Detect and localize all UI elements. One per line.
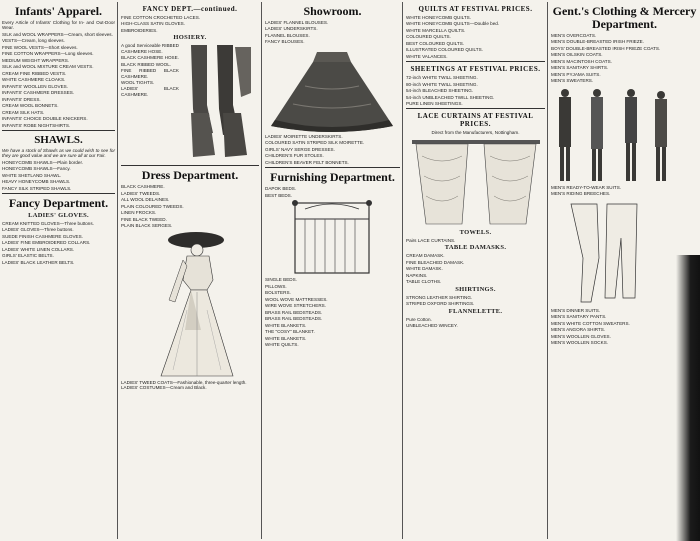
- list-item: TABLE CLOTHS.: [406, 279, 442, 285]
- list-item: FINE WOOL VESTS—Short sleeves.: [2, 44, 78, 50]
- list-item: VESTS—Cream, long sleeves.: [2, 38, 65, 44]
- list-item: WHITE BLANKETS.: [265, 335, 307, 341]
- shirtings-heading: SHIRTINGS.: [455, 285, 496, 293]
- list-item: PILLOWS.: [265, 283, 287, 289]
- furnishing-list-bottom: [265, 277, 400, 347]
- list-item: LADIES' BLACK CASHMERE.: [121, 86, 179, 97]
- gents-list-middle: [551, 185, 698, 197]
- list-item: CREAM DAMASK.: [406, 253, 445, 259]
- list-item: SINGLE BEDS.: [265, 277, 297, 283]
- list-item: CREAM SILK HATS.: [2, 109, 45, 115]
- list-item: MEN'S OILSKIN COATS.: [551, 52, 603, 58]
- fancy-dept-continued-heading: FANCY DEPT.—continued.: [142, 5, 238, 13]
- hosiery-section: [121, 43, 259, 163]
- list-item: LADIES' FINE EMBROIDERED COLLARS.: [2, 240, 91, 246]
- list-item: FANCY SILK STRIPED SHAWLS.: [2, 185, 72, 191]
- list-item: FINE COTTON WRAPPERS—Long sleeves.: [2, 51, 94, 57]
- dress-department-heading: Dress Department.: [141, 168, 239, 183]
- list-item: WOOL WOVE MATTRESSES.: [265, 296, 328, 302]
- list-item: SILK and WOOL MIXTURE CREAM VESTS.: [2, 64, 94, 70]
- showroom-list-top: [265, 20, 400, 45]
- table-damasks-list: [406, 253, 545, 284]
- showroom-heading: Showroom.: [303, 4, 362, 18]
- sheetings-list: [406, 75, 545, 106]
- list-item: SILK and WOOL WRAPPERS—Cream, short sleeves.: [2, 31, 113, 37]
- list-item: BOYS' DOUBLE-BREASTED IRISH FRIEZE COATS.: [551, 45, 661, 51]
- list-item: MEN'S WHITE COTTON SWEATERS.: [551, 320, 630, 326]
- list-item: Pairs LACE CURTAINS.: [406, 237, 456, 243]
- list-item: BEST COLOURED QUILTS.: [406, 40, 465, 46]
- list-item: BRASS RAIL BEDSTEADS.: [265, 316, 323, 322]
- list-item: MEN'S RIDING BREECHES.: [551, 191, 611, 197]
- shawls-list: [2, 148, 115, 191]
- list-item: WHITE HONEYCOMB QUILTS—Double bed.: [406, 21, 500, 27]
- list-item: FINE COTTON CROCHETED LACES.: [121, 15, 201, 20]
- list-item: INFANTS' DRESS.: [2, 96, 41, 102]
- list-item: COLOURED SATIN STRIPED SILK MOIRETTE.: [265, 140, 365, 146]
- list-item: BRASS RAIL BEDSTEADS.: [265, 309, 323, 315]
- dress-department-list: [121, 184, 259, 228]
- list-item: NAPKINS.: [406, 272, 428, 278]
- list-item: LADIES' BLACK LEATHER BELTS.: [2, 259, 75, 265]
- list-item: HIGH-CLASS SATIN GLOVES.: [121, 21, 185, 27]
- list-item: BLACK CASHMERE HOSE.: [121, 55, 179, 61]
- divider: [2, 193, 115, 194]
- column-1: [0, 2, 118, 539]
- lady-costume-illustration: [121, 230, 259, 380]
- list-item: LADIES' MOIRETTE UNDERSKIRTS.: [265, 133, 343, 139]
- infants-apparel-heading: Infants' Apparel.: [14, 4, 103, 18]
- list-item: MEN'S READY-TO-WEAR SUITS.: [551, 184, 622, 190]
- list-item: STRONG LEATHER SHIRTING.: [406, 294, 473, 300]
- list-item: 80-inch WHITE TWILL SHEETING.: [406, 81, 478, 87]
- list-item: INFANTS' WOOLLEN GLOVES.: [2, 83, 68, 89]
- shirtings-list: [406, 295, 545, 307]
- list-item: BLACK CASHMERE.: [121, 184, 165, 190]
- list-item: 72-inch WHITE TWILL SHEETING.: [406, 75, 478, 81]
- lace-curtains-heading: LACE CURTAINS AT FESTIVAL PRICES.: [417, 112, 534, 129]
- quilts-list: [406, 15, 545, 59]
- list-item: LADIES' FLANNEL BLOUSES.: [265, 20, 329, 25]
- gents-list-top: [551, 33, 698, 84]
- hosiery-list: [121, 43, 179, 98]
- bedstead-illustration: [265, 199, 399, 277]
- fancy-department-heading: Fancy Department.: [8, 195, 109, 210]
- list-item: FLANNEL BLOUSES.: [265, 32, 310, 38]
- list-item: GIRLS' ELASTIC BELTS.: [2, 253, 54, 259]
- list-item: SUEDE FINISH CASHMERE GLOVES.: [2, 233, 83, 239]
- furnishing-department-heading: Furnishing Department.: [270, 170, 395, 185]
- fancy-dept-continued-list: [121, 15, 259, 33]
- hosiery-subheading: HOSIERY.: [173, 34, 207, 42]
- list-item: MEN'S DINNER SUITS.: [551, 307, 601, 313]
- list-item: FINE RIBBED BLACK CASHMERE.: [121, 68, 179, 79]
- list-item: THE "COSY" BLANKET.: [265, 329, 315, 335]
- towels-subheading: TOWELS.: [459, 228, 492, 236]
- stockings-illustration: [183, 43, 258, 161]
- table-damasks-heading: TABLE DAMASKS.: [444, 244, 507, 252]
- list-item: WHITE BLANKETS.: [265, 322, 307, 328]
- divider: [121, 165, 259, 166]
- list-item: WHITE HONEYCOMB QUILTS.: [406, 15, 471, 20]
- ladies-gloves-subheading: LADIES' GLOVES.: [28, 211, 89, 219]
- list-item: 54-inch UNBLEACHED TWILL SHEETING.: [406, 94, 495, 100]
- list-item: MEN'S SANITARY PANTS.: [551, 314, 607, 320]
- figure-note: LADIES' COSTUMES—Cream and Black.: [121, 385, 207, 391]
- infants-apparel-list: [2, 20, 115, 128]
- gents-heading: Gent.'s Clothing & Mercery Department.: [552, 4, 697, 31]
- list-item: EMBROIDERIES.: [121, 27, 158, 33]
- list-item: MEN'S DOUBLE-BREASTED IRISH FRIEZE.: [551, 39, 645, 45]
- list-item: HONEYCOMB SHAWLS—Fancy.: [2, 166, 71, 172]
- list-item: FINE BLACK TWEED.: [121, 216, 167, 222]
- list-item: CREAM KNITTED GLOVES—Three buttons.: [2, 220, 94, 226]
- list-item: WIRE WOVE STRETCHERS.: [265, 303, 326, 309]
- torn-page-edge: [676, 255, 700, 541]
- list-item: PURE LINEN SHEETINGS.: [406, 101, 463, 107]
- column-4: [404, 2, 548, 539]
- list-item: WOOL TIGHTS.: [121, 79, 155, 85]
- list-item: MEN'S MACINTOSH COATS.: [551, 58, 612, 64]
- list-item: LADIES' TWEEDS.: [121, 190, 161, 196]
- column-3: [263, 2, 403, 539]
- flannelette-heading: FLANNELETTE.: [448, 307, 503, 315]
- column-2: [119, 2, 262, 539]
- list-item: 54-inch BLEACHED SHEETING.: [406, 88, 474, 94]
- list-item: WHITE QUILTS.: [265, 341, 299, 347]
- list-item: ALL WOOL DELAINES.: [121, 197, 170, 203]
- list-item: FANCY BLOUSES.: [265, 39, 305, 45]
- quilts-heading: QUILTS AT FESTIVAL PRICES.: [418, 5, 533, 13]
- list-item: MEN'S SANITARY SHIRTS.: [551, 65, 609, 71]
- lace-curtains-intro: Direct from the Manufacturers, Nottingham.: [431, 130, 520, 136]
- list-item: STRIPED OXFORD SHIRTINGS.: [406, 301, 475, 307]
- flannelette-list: [406, 317, 545, 329]
- list-item: INFANTS' ROBE NIGHTSHIRTS.: [2, 122, 71, 128]
- lace-curtains-illustration: [406, 136, 546, 228]
- list-item: WHITE DAMASK.: [406, 266, 443, 272]
- list-item: MEN'S ANGORA SHIRTS.: [551, 327, 606, 333]
- divider: [265, 167, 400, 168]
- list-item: MEN'S SWEATERS.: [551, 78, 594, 84]
- figure-caption: LADIES' TWEED COATS—Fashionable, three-quarter length.: [121, 379, 247, 385]
- list-item: WHITE MARCELLA QUILTS.: [406, 27, 466, 33]
- sheetings-heading: SHEETINGS AT FESTIVAL PRICES.: [410, 65, 541, 74]
- list-item: CHILDREN'S FUR STOLES.: [265, 153, 324, 159]
- list-item: INFANTS' CHOICE DOUBLE KNICKERS.: [2, 116, 88, 122]
- list-item: MEN'S PYJAMA SUITS.: [551, 71, 601, 77]
- list-item: LINEN FROCKS.: [121, 210, 157, 216]
- list-item: BLACK RIBBED WOOL.: [121, 61, 172, 67]
- furnishing-list-top: [265, 186, 400, 198]
- list-item: WHITE SHETLAND SHAWL.: [2, 172, 62, 178]
- list-item: COLOURED QUILTS.: [406, 34, 451, 40]
- list-item: GIRLS' NAVY SERGE DRESSES.: [265, 146, 335, 152]
- list-item: WHITE VALANCES.: [406, 53, 448, 59]
- list-item: ILLUSTRATED COLOURED QUILTS.: [406, 47, 483, 53]
- list-item: MEDIUM WEIGHT WRAPPERS.: [2, 57, 70, 63]
- list-item: MEN'S WOOLLEN SOCKS.: [551, 340, 609, 346]
- list-item: CHILDREN'S BEAVER FELT BONNETS.: [265, 159, 349, 165]
- list-item: A good Serviceable RIBBED CASHMERE HOSE.: [121, 43, 179, 54]
- fancy-department-list: [2, 221, 115, 265]
- list-item: LADIES' GLOVES—Three buttons.: [2, 227, 74, 233]
- list-item: UNBLEACHED WINCEY.: [406, 323, 458, 329]
- list-item: BOLSTERS.: [265, 290, 291, 296]
- list-item: Every Article of Infants' Clothing for In- and Out-Door Wear.: [2, 20, 115, 31]
- divider: [406, 108, 545, 109]
- list-item: HONEYCOMB SHAWLS—Plain border.: [2, 159, 84, 165]
- list-item: WHITE CASHMERE CLOAKS.: [2, 77, 66, 83]
- list-item: LADIES' UNDERSKIRTS.: [265, 26, 318, 32]
- divider: [2, 130, 115, 131]
- list-item: INFANTS' CASHMERE DRESSES.: [2, 90, 75, 96]
- list-item: LADIES' WHITE LINEN COLLARS.: [2, 246, 75, 252]
- list-item: HEAVY HONEYCOMB SHAWLS.: [2, 179, 71, 185]
- list-item: CREAM FINE RIBBED VESTS.: [2, 70, 67, 76]
- showroom-list-bottom: [265, 134, 400, 165]
- list-item: PLAIN BLACK SERGES.: [121, 223, 173, 229]
- underskirt-illustration: [265, 46, 399, 134]
- list-item: Pure Cotton.: [406, 316, 432, 322]
- breeches-illustration: [551, 198, 661, 308]
- shawls-heading: SHAWLS.: [34, 133, 83, 146]
- list-item: MEN'S OVERCOATS.: [551, 33, 597, 38]
- list-item: BEST BEDS.: [265, 192, 292, 198]
- divider: [406, 61, 545, 62]
- list-item: PLAIN COLOURED TWEEDS.: [121, 203, 184, 209]
- menswear-illustration: [551, 85, 679, 185]
- shawls-intro: We have a stock of Shawls as we could wish to see for they are good value and we are sure all at our Fair.: [2, 147, 115, 159]
- list-item: CREAM WOOL BONNETS.: [2, 103, 59, 109]
- lace-curtains-list: [406, 238, 545, 243]
- list-item: MEN'S WOOLLEN GLOVES.: [551, 333, 611, 339]
- list-item: FINE BLEACHED DAMASK.: [406, 259, 465, 265]
- list-item: DAPOK BEDS.: [265, 186, 297, 192]
